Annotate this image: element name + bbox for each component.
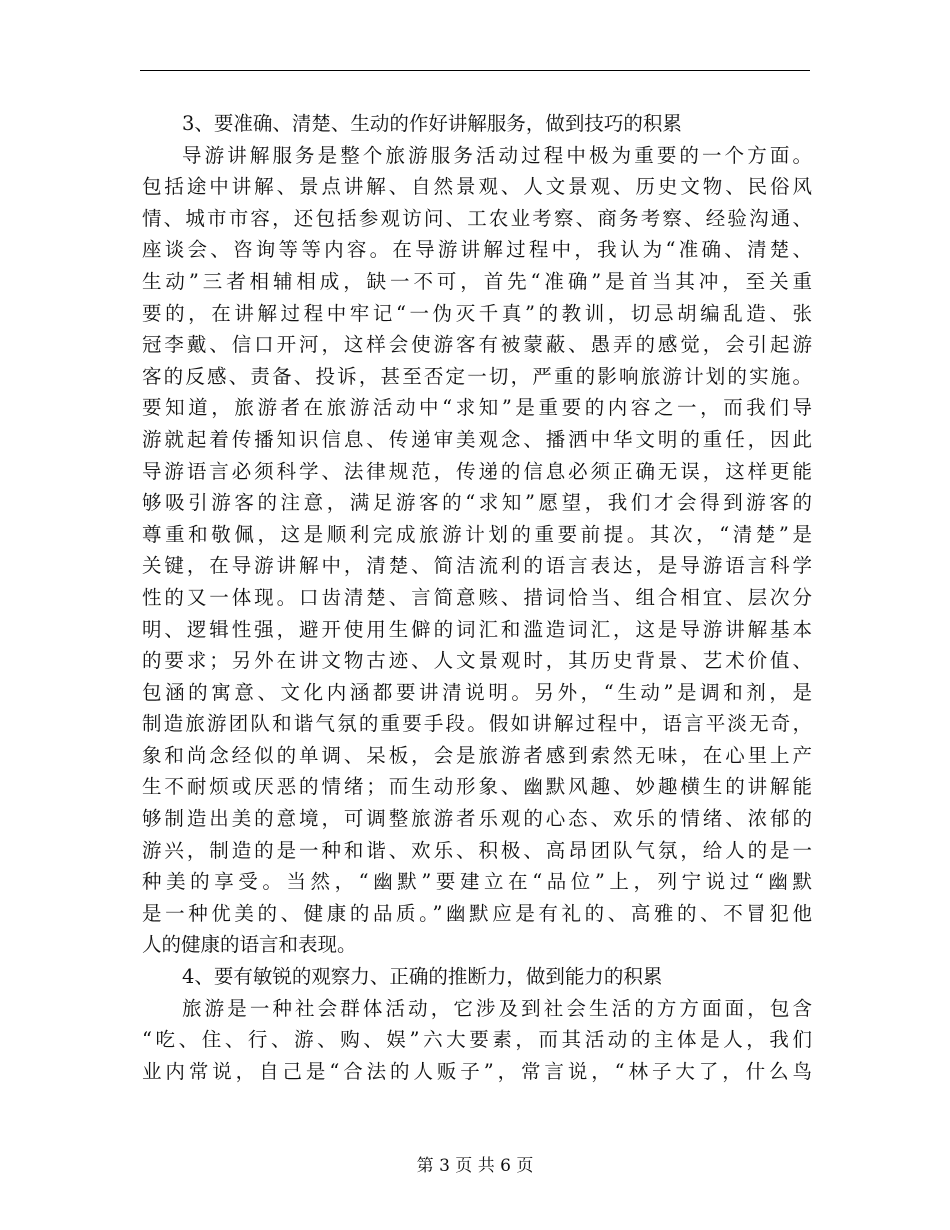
text-line: 座谈会、咨询等等内容。在导游讲解过程中，我认为“准确、清楚、: [142, 238, 812, 262]
header-rule: [140, 70, 810, 71]
text-line: 业内常说，自己是“合法的人贩子”，常言说，“林子大了，什么鸟: [142, 1059, 812, 1083]
text-line: 生不耐烦或厌恶的情绪；而生动形象、幽默风趣、妙趣横生的讲解能: [142, 775, 812, 799]
text-line: 导游讲解服务是整个旅游服务活动过程中极为重要的一个方面。: [182, 143, 812, 167]
text-line: 情、城市市容，还包括参观访问、工农业考察、商务考察、经验沟通、: [142, 206, 812, 230]
text-line: 够制造出美的意境，可调整旅游者乐观的心态、欢乐的情绪、浓郁的: [142, 807, 812, 831]
text-line: 明、逻辑性强，避开使用生僻的词汇和滥造词汇，这是导游讲解基本: [142, 617, 812, 641]
text-line: 游兴，制造的是一种和谐、欢乐、积极、高昂团队气氛，给人的是一: [142, 838, 812, 862]
page-footer: [0, 1154, 950, 1178]
text-line: 包涵的寓意、文化内涵都要讲清说明。另外，“生动”是调和剂，是: [142, 680, 812, 704]
text-line: 包括途中讲解、景点讲解、自然景观、人文景观、历史文物、民俗风: [142, 175, 812, 199]
text-line: 游就起着传播知识信息、传递审美观念、播洒中华文明的重任，因此: [142, 427, 812, 451]
text-line: 人的健康的语言和表现。: [142, 933, 357, 957]
document-body: [142, 108, 812, 1087]
page-number-label: 第 3 页 共 6 页: [416, 1156, 534, 1176]
text-line: 客的反感、责备、投诉，甚至否定一切，严重的影响旅游计划的实施。: [142, 364, 812, 388]
text-line: 尊重和敬佩，这是顺利完成旅游计划的重要前提。其次，“清楚”是: [142, 522, 812, 546]
text-line: 制造旅游团队和谐气氛的重要手段。假如讲解过程中，语言平淡无奇，: [142, 712, 812, 736]
text-line: 冠李戴、信口开河，这样会使游客有被蒙蔽、愚弄的感觉，会引起游: [142, 333, 812, 357]
text-line: 导游语言必须科学、法律规范，传递的信息必须正确无误，这样更能: [142, 459, 812, 483]
text-line: 关键，在导游讲解中，清楚、简洁流利的语言表达，是导游语言科学: [142, 554, 812, 578]
text-line: 够吸引游客的注意，满足游客的“求知”愿望，我们才会得到游客的: [142, 491, 812, 515]
text-line: 要知道，旅游者在旅游活动中“求知”是重要的内容之一，而我们导: [142, 396, 812, 420]
text-line: 4、要有敏锐的观察力、正确的推断力，做到能力的积累: [182, 965, 663, 989]
text-line: 性的又一体现。口齿清楚、言简意赅、措词恰当、组合相宜、层次分: [142, 585, 812, 609]
text-line: “吃、住、行、游、购、娱”六大要素，而其活动的主体是人，我们: [142, 1028, 812, 1052]
text-line: 生动”三者相辅相成，缺一不可，首先“准确”是首当其冲，至关重: [142, 269, 812, 293]
text-line: 是一种优美的、健康的品质。”幽默应是有礼的、高雅的、不冒犯他: [142, 901, 812, 925]
text-line: 象和尚念经似的单调、呆板，会是旅游者感到索然无味，在心里上产: [142, 743, 812, 767]
text-line: 旅游是一种社会群体活动，它涉及到社会生活的方方面面，包含: [182, 996, 812, 1020]
text-line: 的要求；另外在讲文物古迹、人文景观时，其历史背景、艺术价值、: [142, 649, 812, 673]
text-line: 要的，在讲解过程中牢记“一伪灭千真”的教训，切忌胡编乱造、张: [142, 301, 812, 325]
text-line: 种美的享受。当然，“幽默”要建立在“品位”上，列宁说过“幽默: [142, 870, 812, 894]
text-line: 3、要准确、清楚、生动的作好讲解服务，做到技巧的积累: [182, 112, 682, 135]
